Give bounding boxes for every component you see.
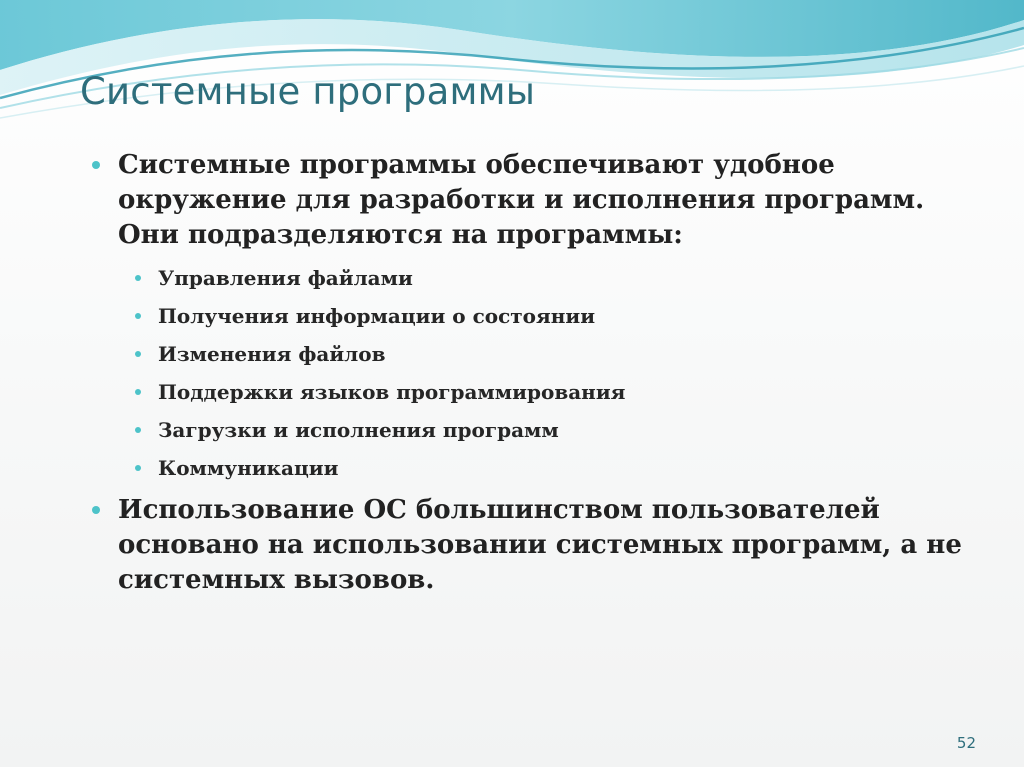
sub-bullet-dot-icon — [135, 351, 141, 357]
sub-bullet-dot-icon — [135, 313, 141, 319]
sub-bullet-dot-icon — [135, 427, 141, 433]
bullet-item — [92, 148, 972, 487]
sub-bullet-dot-icon — [135, 275, 141, 281]
bullet-text: Использование ОС большинством пользователей основано на использовании системных программ, а не системных вызовов. — [118, 495, 962, 595]
sub-bullet-dot-icon — [135, 389, 141, 395]
sub-bullet-text: Управления файлами — [158, 266, 413, 290]
sub-bullet-text: Загрузки и исполнения программ — [158, 418, 559, 442]
sub-bullet-text: Изменения файлов — [158, 342, 386, 366]
bullet-dot-icon — [92, 161, 100, 169]
sub-bullet-list — [118, 259, 972, 487]
sub-bullet-item — [118, 297, 972, 335]
bullet-item — [92, 493, 972, 598]
sub-bullet-text: Коммуникации — [158, 456, 339, 480]
sub-bullet-item — [118, 411, 972, 449]
slide-content — [92, 148, 972, 604]
bullet-dot-icon — [92, 506, 100, 514]
sub-bullet-item — [118, 335, 972, 373]
bullet-text: Системные программы обеспечивают удобное окружение для разработки и исполнения программ. Они подразделяются на программы: — [118, 150, 925, 250]
slide-title: Системные программы — [80, 70, 536, 113]
sub-bullet-text: Поддержки языков программирования — [158, 380, 626, 404]
sub-bullet-item — [118, 449, 972, 487]
sub-bullet-item — [118, 373, 972, 411]
page-number: 52 — [956, 734, 976, 752]
sub-bullet-text: Получения информации о состоянии — [158, 304, 596, 328]
bullet-list — [92, 148, 972, 598]
sub-bullet-dot-icon — [135, 465, 141, 471]
sub-bullet-item — [118, 259, 972, 297]
